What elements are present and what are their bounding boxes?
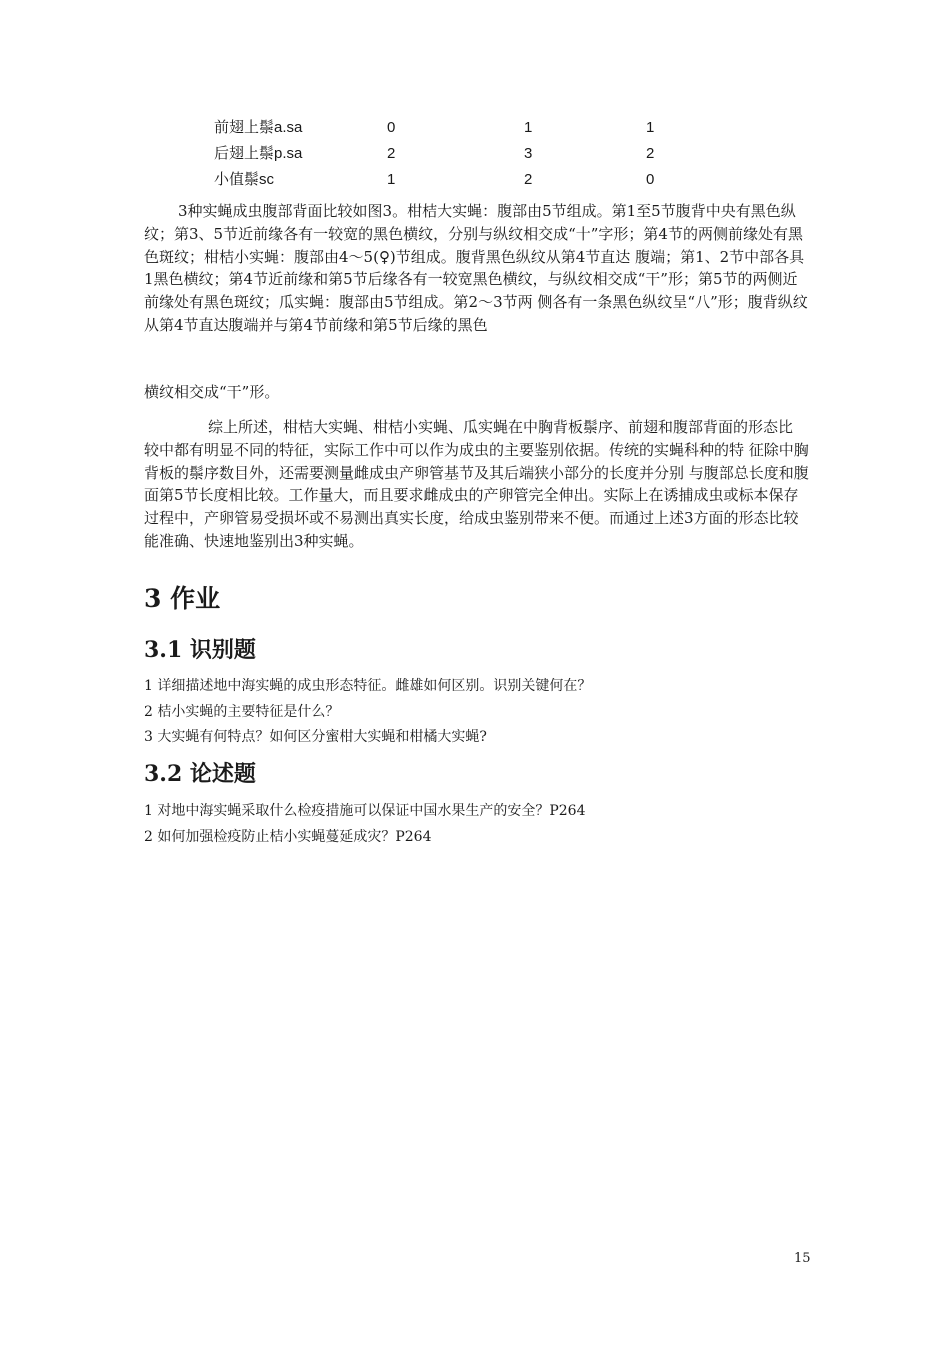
- question-item: 1 对地中海实蝇采取什么检疫措施可以保证中国水果生产的安全？P264: [144, 803, 586, 819]
- paragraph-continuation: 横纹相交成“干”形。: [144, 383, 280, 401]
- table-cell: 1: [524, 119, 533, 136]
- table-cell: 后翅上鬃p.sa: [214, 145, 303, 162]
- table-cell: 2: [646, 145, 655, 162]
- question-item: 2 桔小实蝇的主要特征是什么？: [144, 704, 340, 720]
- section-heading: 3 作业: [144, 584, 221, 613]
- table-row: [205, 115, 706, 141]
- setae-table: [205, 115, 706, 193]
- summary-paragraph: 综上所述，柑桔大实蝇、柑桔小实蝇、瓜实蝇在中胸背板鬃序、前翅和腹部背面的形态比 较中都有明显不同的特征，实际工作中可以作为成虫的主要鉴别依据。传统的实蝇科种的特 征除中胸背板的鬃序数目外，还需要测量雌成虫产卵管基节及其后端狭小部分的长度并分别 与腹部总长度和腹面第5节长度相比较。工作量大，而且要求雌成虫的产卵管完全伸出。实际上在诱捕成虫或标本保存过程中，产卵管易受损坏或不易测出真实长度，给成虫鉴别带来不便。而通过上述3方面的形态比较能准确、快速地鉴别出3种实蝇。: [144, 418, 809, 550]
- table-cell: 2: [524, 171, 533, 188]
- table-cell: 1: [646, 119, 655, 136]
- table-row: [205, 167, 706, 193]
- abdomen-comparison-paragraph: [144, 200, 810, 337]
- question-item: 1 详细描述地中海实蝇的成虫形态特征。雌雄如何区别。识别关键何在？: [144, 678, 592, 694]
- question-item: 3 大实蝇有何特点？如何区分蜜柑大实蝇和柑橘大实蝇?: [144, 729, 487, 745]
- paragraph-text: 3种实蝇成虫腹部背面比较如图3。柑桔大实蝇：腹部由5节组成。第1至5节腹背中央有黑色纵纹；第3、5节近前缘各有一较宽的黑色横纹，分别与纵纹相交成“十”字形；第4节的两侧前缘处有黑色斑纹；柑桔小实蝇：腹部由4～5(♀)节组成。腹背黑色纵纹从第4节直达 腹端；第1、2节中部各具1黑色横纹；第4节近前缘和第5节后缘各有一较宽黑色横纹，与纵纹相交成“干”形；第5节的两侧近前缘处有黑色斑纹；瓜实蝇：腹部由5节组成。第2～3节两 侧各有一条黑色纵纹呈“八”形；腹背纵纹从第4节直达腹端并与第4节前缘和第5节后缘的黑色: [144, 202, 808, 334]
- table-row: [205, 141, 706, 167]
- question-item: 2 如何加强检疫防止桔小实蝇蔓延成灾？P264: [144, 829, 432, 845]
- subsection-heading-essay: 3.2 论述题: [144, 761, 256, 787]
- page-number: 15: [794, 1251, 811, 1266]
- table-cell: 1: [387, 171, 396, 188]
- table-cell: 2: [387, 145, 396, 162]
- subsection-heading-identification: 3.1 识别题: [144, 637, 256, 663]
- table-cell: 小值鬃sc: [214, 171, 275, 188]
- table-cell: 前翅上鬃a.sa: [214, 119, 303, 136]
- table-cell: 0: [387, 119, 396, 136]
- table-cell: 0: [646, 171, 655, 188]
- table-cell: 3: [524, 145, 533, 162]
